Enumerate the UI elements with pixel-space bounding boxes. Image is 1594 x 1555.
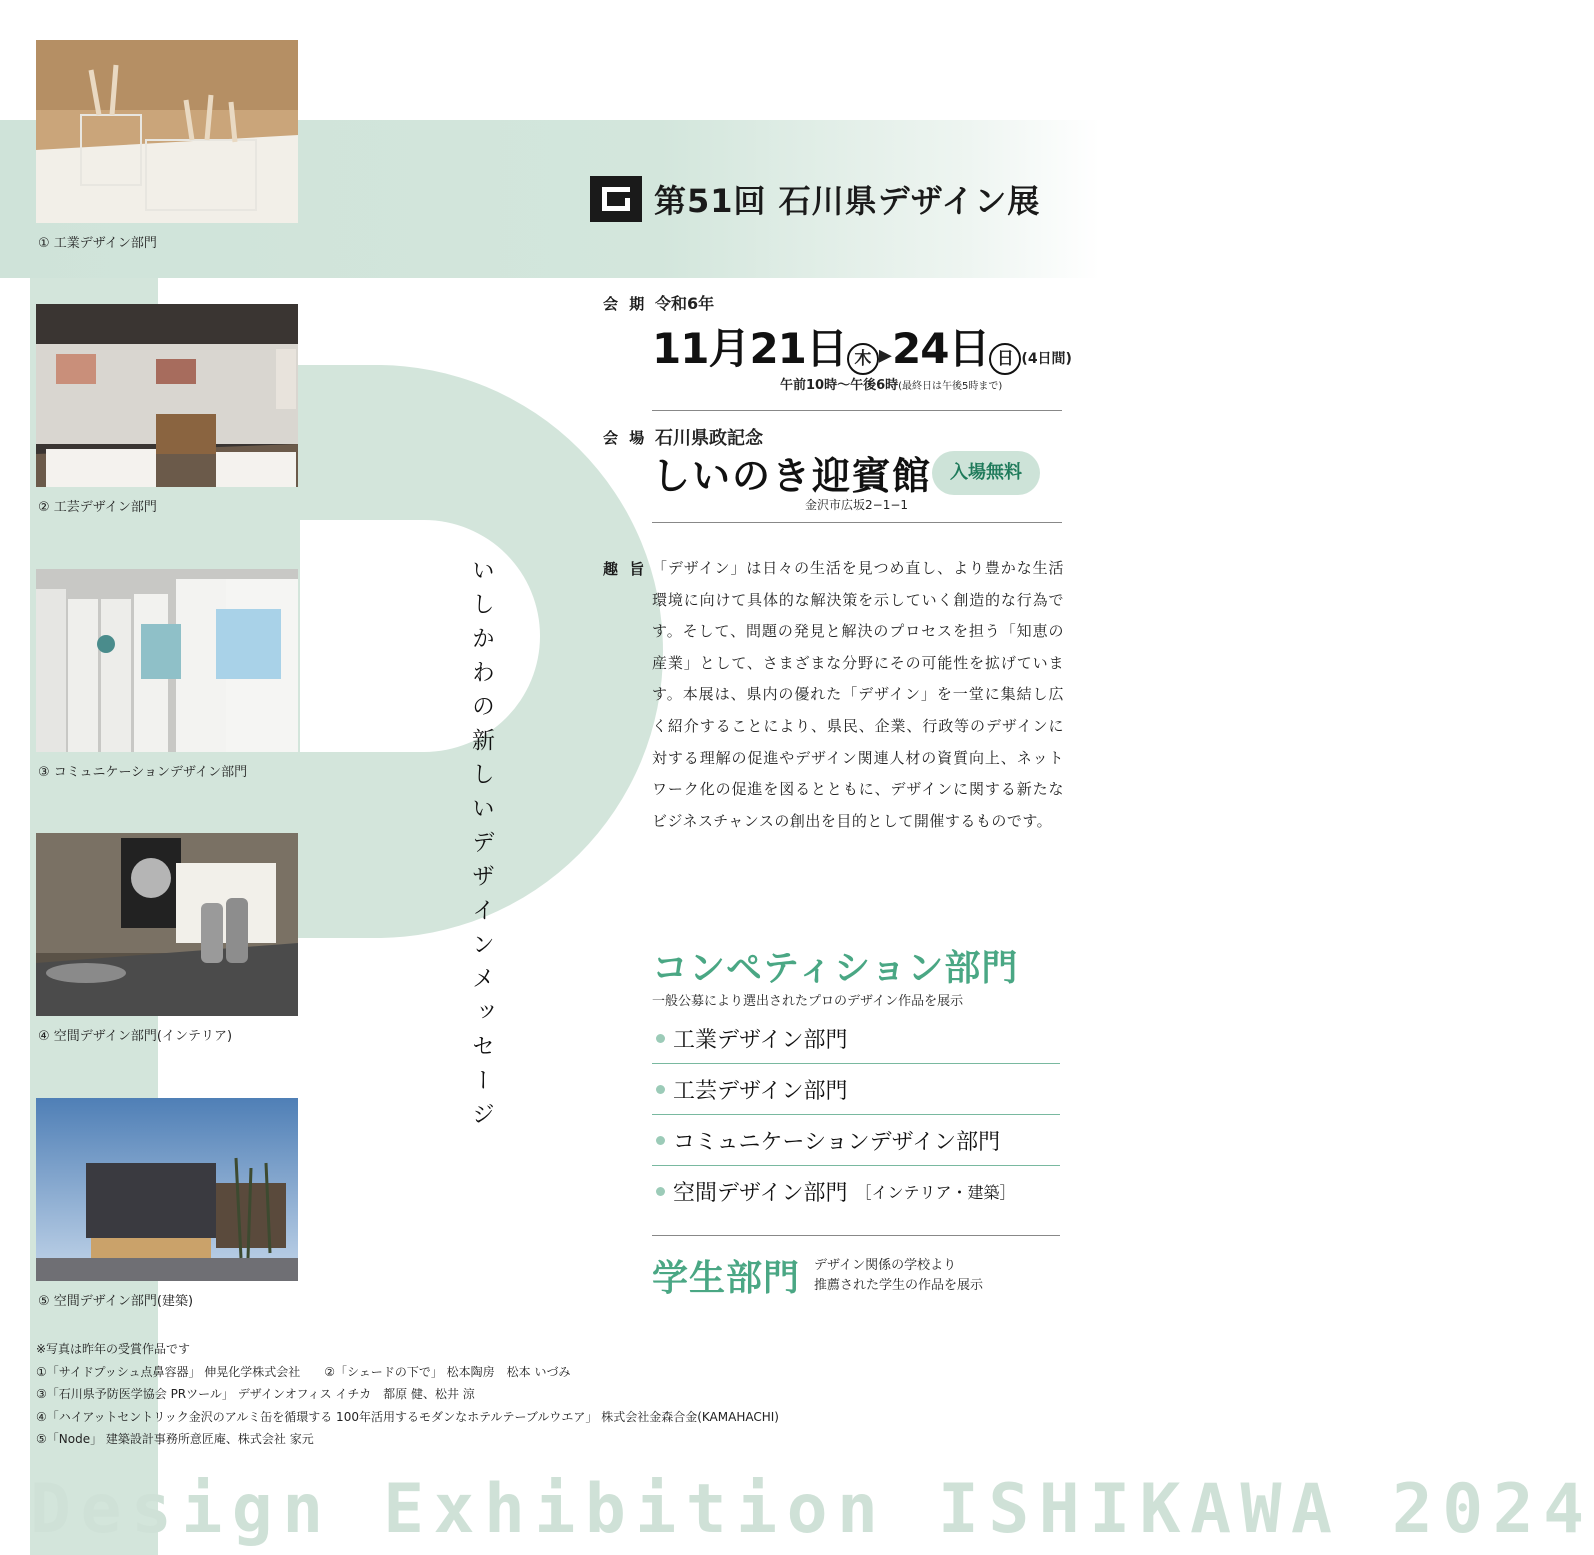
photo-caption: ③ コミュニケーションデザイン部門: [38, 765, 248, 780]
competition-subtitle: 一般公募により選出されたプロのデザイン作品を展示: [652, 994, 964, 1009]
category-label: 工芸デザイン部門: [673, 1078, 848, 1104]
photo-interior-design: [36, 833, 298, 1016]
credit-line: ①「サイドプッシュ点鼻容器」 伸晃化学株式会社 ②「シェードの下で」 松本陶房 松本 いづみ: [36, 1364, 571, 1379]
free-admission-badge: 入場無料: [932, 451, 1040, 495]
period-label: 会 期: [603, 295, 648, 313]
category-label: コミュニケーションデザイン部門: [673, 1129, 1001, 1155]
bullet-icon: [656, 1085, 665, 1094]
start-weekday: 木: [847, 343, 879, 375]
start-date: 11月21日: [652, 324, 847, 373]
divider: [652, 1235, 1060, 1236]
opening-hours: [780, 374, 1002, 393]
photo-caption: ⑤ 空間デザイン部門(建築): [38, 1294, 194, 1309]
photo-craft-design: [36, 304, 298, 487]
letter-d-counter-decoration: [300, 520, 540, 752]
category-label: 工業デザイン部門: [673, 1027, 848, 1053]
credit-line: ⑤「Node」 建築設計事務所意匠庵、株式会社 家元: [36, 1432, 314, 1446]
competition-heading: コンペティション部門: [652, 948, 1019, 989]
student-heading: 学生部門: [652, 1258, 801, 1299]
period-dates: [652, 316, 1072, 376]
student-description-line: 推薦された学生の作品を展示: [814, 1278, 984, 1293]
category-item: [652, 1166, 1060, 1216]
venue-name: しいのき迎賓館: [652, 454, 933, 498]
exhibition-title-block: [590, 176, 1040, 222]
footer-wordmark: Design Exhibition ISHIKAWA 2024: [30, 1470, 1594, 1549]
end-date: 24日: [891, 324, 990, 373]
bullet-icon: [656, 1034, 665, 1043]
bullet-icon: [656, 1187, 665, 1196]
photo-architecture: [36, 1098, 298, 1281]
photo-caption: ④ 空間デザイン部門(インテリア): [38, 1029, 233, 1044]
category-note: ［インテリア・建築］: [855, 1182, 1016, 1202]
exhibition-title: 第51回 石川県デザイン展: [654, 182, 1041, 220]
photo-caption: ② 工芸デザイン部門: [38, 500, 157, 515]
photo-caption: ① 工業デザイン部門: [38, 236, 157, 251]
divider: [652, 522, 1062, 523]
purpose-label: 趣 旨: [603, 560, 648, 578]
photo-communication-design: [36, 569, 298, 752]
venue-subtitle: 石川県政記念: [655, 428, 763, 449]
period-era: 令和6年: [655, 294, 715, 313]
credit-line: ③「石川県予防医学協会 PRツール」 デザインオフィス イチカ 都原 健、松井 涼: [36, 1387, 475, 1401]
vertical-message: いしかわの新しいデザインメッセージ: [468, 558, 494, 1136]
credit-line: ④「ハイアットセントリック金沢のアルミ缶を循環する 100年活用するモダンなホテルテーブルウエア」 株式会社金森合金(KAMAHACHI): [36, 1409, 779, 1424]
category-item: [652, 1115, 1060, 1166]
hours-note: (最終日は午後5時まで): [898, 381, 1003, 392]
divider: [652, 410, 1062, 411]
category-item: [652, 1064, 1060, 1115]
photo-credits: [36, 1338, 779, 1451]
design-exhibition-logo-icon: [590, 176, 642, 222]
bullet-icon: [656, 1136, 665, 1145]
student-description-line: デザイン関係の学校より: [814, 1258, 957, 1273]
venue-address: 金沢市広坂2−1−1: [805, 498, 909, 512]
student-description: [814, 1256, 983, 1296]
credit-line: ※写真は昨年の受賞作品です: [36, 1342, 191, 1356]
hours-text: 午前10時～午後6時: [780, 378, 899, 393]
venue-label: 会 場: [603, 429, 648, 447]
category-item: [652, 1013, 1060, 1064]
photo-industrial-design: [36, 40, 298, 223]
purpose-text: 「デザイン」は日々の生活を見つめ直し、より豊かな生活環境に向けて具体的な解決策を示していく創造的な行為です。そして、問題の発見と解決のプロセスを担う「知恵の産業」として、さまざまな分野にその可能性を拡げています。本展は、県内の優れた「デザイン」を一堂に集結し広く紹介することにより、県民、企業、行政等のデザインに対する理解の促進やデザイン関連人材の資質向上、ネットワーク化の促進を図るとともに、デザインに関する新たなビジネスチャンスの創出を目的として開催するものです。: [652, 559, 1064, 830]
end-weekday: 日: [989, 343, 1021, 375]
duration: (4日間): [1021, 351, 1072, 367]
date-arrow: ▸: [878, 340, 892, 370]
category-label: 空間デザイン部門: [673, 1180, 848, 1206]
